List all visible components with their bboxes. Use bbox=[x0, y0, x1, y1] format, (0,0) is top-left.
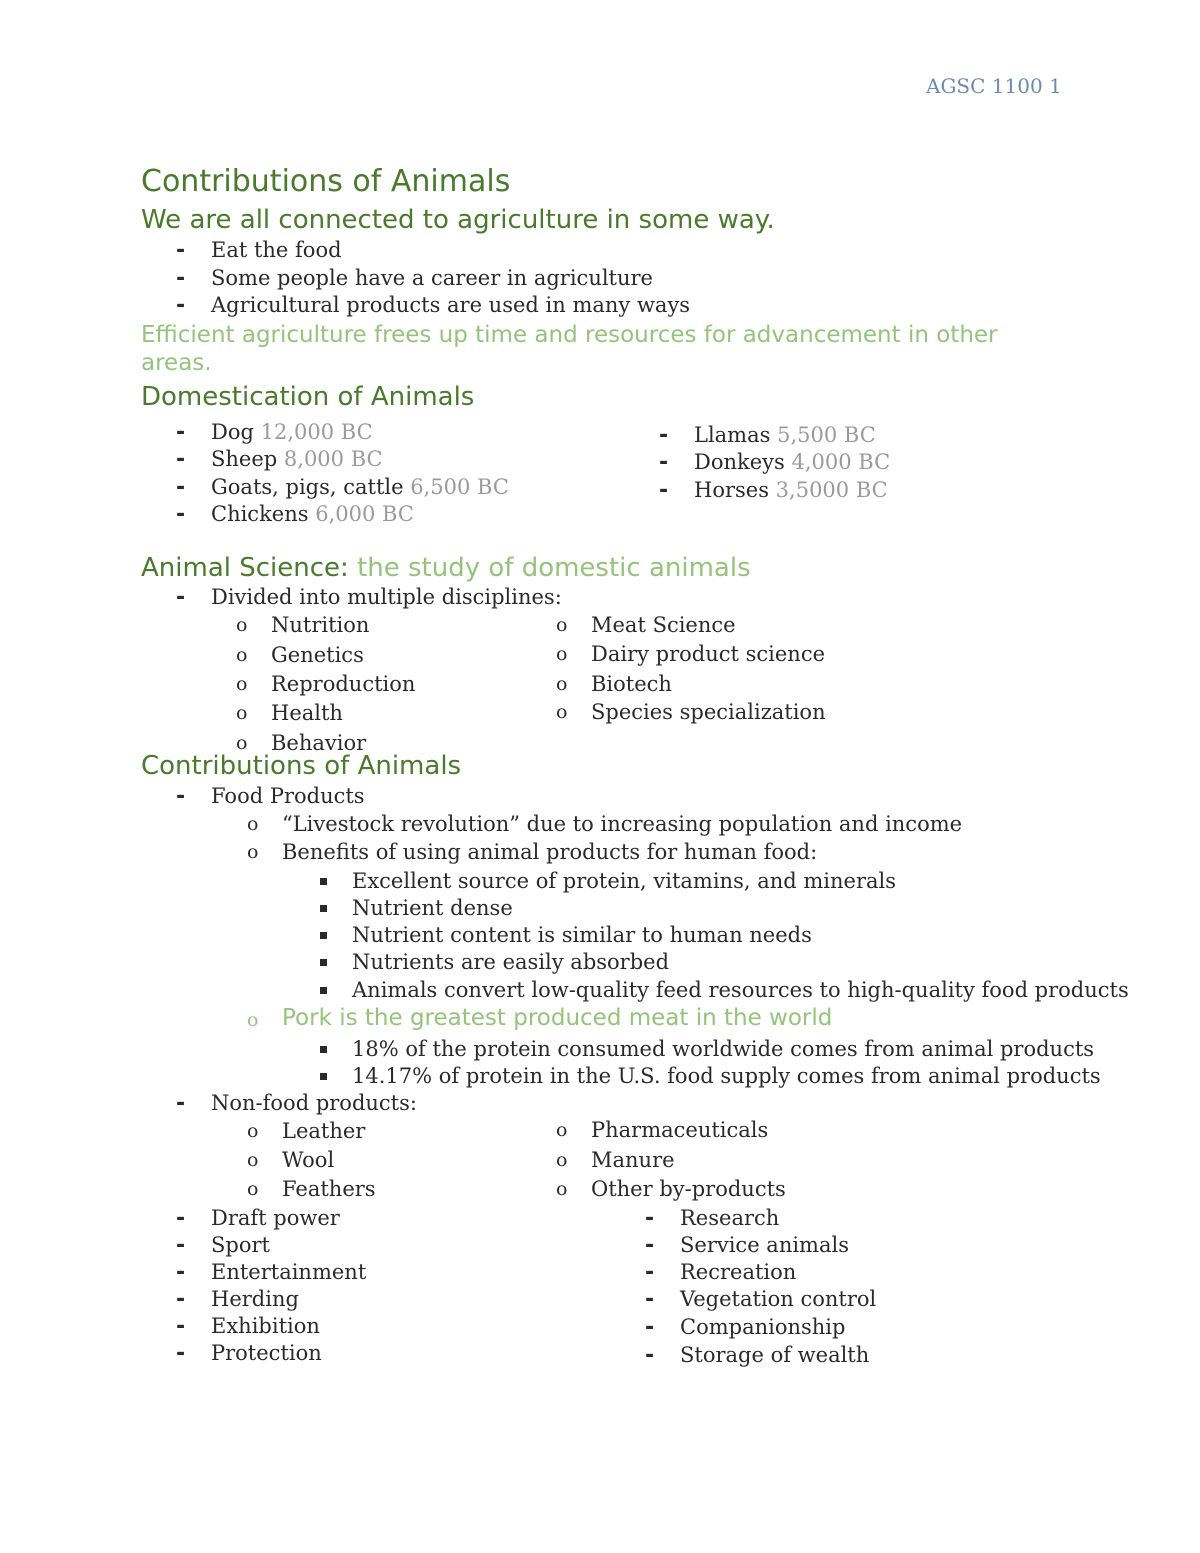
other-contribution: Research bbox=[680, 1206, 780, 1230]
dash-bullet: - bbox=[176, 420, 186, 445]
dash-bullet: - bbox=[176, 1233, 186, 1258]
nonfood-item: Manure bbox=[591, 1148, 675, 1172]
other-contribution: Service animals bbox=[680, 1233, 849, 1257]
square-bullet bbox=[320, 932, 327, 939]
dash-bullet: - bbox=[176, 1287, 186, 1312]
benefit-item: Animals convert low-quality feed resources to high-quality food products bbox=[352, 978, 1129, 1002]
nonfood-item: Leather bbox=[282, 1119, 366, 1143]
dash-bullet: - bbox=[645, 1206, 655, 1231]
other-contribution: Entertainment bbox=[211, 1260, 367, 1284]
title-domestication: Domestication of Animals bbox=[141, 382, 475, 412]
circle-bullet: o bbox=[247, 1009, 259, 1031]
benefit-item: Nutrient content is similar to human needs bbox=[352, 923, 812, 947]
domestication-item: Goats, pigs, cattle 6,500 BC bbox=[211, 475, 509, 499]
circle-bullet: o bbox=[236, 702, 248, 724]
circle-bullet: o bbox=[556, 614, 568, 636]
discipline-item: Health bbox=[271, 701, 343, 725]
dash-bullet: - bbox=[176, 447, 186, 472]
pork-fact: 18% of the protein consumed worldwide comes from animal products bbox=[352, 1037, 1095, 1061]
dash-bullet: - bbox=[176, 784, 186, 809]
discipline-item: Dairy product science bbox=[591, 642, 826, 666]
other-contribution: Exhibition bbox=[211, 1314, 320, 1338]
dash-bullet: - bbox=[659, 423, 669, 448]
livestock-revolution: “Livestock revolution” due to increasing population and income bbox=[282, 812, 963, 836]
circle-bullet: o bbox=[247, 1120, 259, 1142]
other-contribution: Recreation bbox=[680, 1260, 797, 1284]
nonfood-item: Feathers bbox=[282, 1177, 376, 1201]
circle-bullet: o bbox=[556, 701, 568, 723]
circle-bullet: o bbox=[236, 732, 248, 754]
dash-bullet: - bbox=[176, 1260, 186, 1285]
disciplines-intro: Divided into multiple disciplines: bbox=[211, 585, 562, 609]
dash-bullet: - bbox=[645, 1260, 655, 1285]
circle-bullet: o bbox=[236, 644, 248, 666]
discipline-item: Nutrition bbox=[271, 613, 370, 637]
circle-bullet: o bbox=[247, 1178, 259, 1200]
circle-bullet: o bbox=[236, 673, 248, 695]
square-bullet bbox=[320, 905, 327, 912]
other-contribution: Protection bbox=[211, 1341, 322, 1365]
dash-bullet: - bbox=[645, 1315, 655, 1340]
food-products: Food Products bbox=[211, 784, 365, 808]
circle-bullet: o bbox=[556, 643, 568, 665]
discipline-item: Biotech bbox=[591, 672, 672, 696]
title-contributions-2: Contributions of Animals bbox=[141, 751, 462, 781]
dash-bullet: - bbox=[176, 266, 186, 291]
subtitle-connected: We are all connected to agriculture in some way. bbox=[141, 205, 775, 235]
discipline-item: Reproduction bbox=[271, 672, 416, 696]
domestication-item: Horses 3,5000 BC bbox=[694, 478, 888, 502]
circle-bullet: o bbox=[556, 1178, 568, 1200]
other-contribution: Draft power bbox=[211, 1206, 340, 1230]
domestication-item: Sheep 8,000 BC bbox=[211, 447, 383, 471]
dash-bullet: - bbox=[176, 585, 186, 610]
other-contribution: Sport bbox=[211, 1233, 270, 1257]
title-animal-science: Animal Science: the study of domestic animals bbox=[141, 553, 751, 583]
dash-bullet: - bbox=[176, 1091, 186, 1116]
dash-bullet: - bbox=[176, 1341, 186, 1366]
domestication-item: Chickens 6,000 BC bbox=[211, 502, 414, 526]
square-bullet bbox=[320, 987, 327, 994]
discipline-item: Species specialization bbox=[591, 700, 826, 724]
circle-bullet: o bbox=[236, 614, 248, 636]
dash-bullet: - bbox=[645, 1343, 655, 1368]
dash-bullet: - bbox=[176, 1206, 186, 1231]
square-bullet bbox=[320, 878, 327, 885]
circle-bullet: o bbox=[556, 1149, 568, 1171]
nonfood-intro: Non-food products: bbox=[211, 1091, 417, 1115]
efficient-line-2: areas. bbox=[141, 350, 212, 376]
benefit-item: Nutrients are easily absorbed bbox=[352, 950, 670, 974]
benefit-item: Nutrient dense bbox=[352, 896, 513, 920]
circle-bullet: o bbox=[556, 673, 568, 695]
nonfood-item: Wool bbox=[282, 1148, 335, 1172]
domestication-item: Dog 12,000 BC bbox=[211, 420, 373, 444]
other-contribution: Storage of wealth bbox=[680, 1343, 870, 1367]
dash-bullet: - bbox=[176, 238, 186, 263]
discipline-item: Meat Science bbox=[591, 613, 736, 637]
dash-bullet: - bbox=[645, 1287, 655, 1312]
domestication-item: Donkeys 4,000 BC bbox=[694, 450, 891, 474]
dash-bullet: - bbox=[645, 1233, 655, 1258]
domestication-item: Llamas 5,500 BC bbox=[694, 423, 876, 447]
bullet-products: Agricultural products are used in many ways bbox=[211, 293, 691, 317]
pork-fact: 14.17% of protein in the U.S. food supply comes from animal products bbox=[352, 1064, 1101, 1088]
dash-bullet: - bbox=[659, 450, 669, 475]
square-bullet bbox=[320, 959, 327, 966]
circle-bullet: o bbox=[247, 813, 259, 835]
other-contribution: Vegetation control bbox=[680, 1287, 877, 1311]
discipline-item: Behavior bbox=[271, 731, 367, 755]
nonfood-item: Pharmaceuticals bbox=[591, 1118, 769, 1142]
other-contribution: Companionship bbox=[680, 1315, 846, 1339]
circle-bullet: o bbox=[556, 1119, 568, 1141]
dash-bullet: - bbox=[176, 293, 186, 318]
dash-bullet: - bbox=[176, 475, 186, 500]
dash-bullet: - bbox=[176, 1314, 186, 1339]
nonfood-item: Other by-products bbox=[591, 1177, 786, 1201]
circle-bullet: o bbox=[247, 841, 259, 863]
title-contributions: Contributions of Animals bbox=[141, 164, 511, 199]
circle-bullet: o bbox=[247, 1149, 259, 1171]
square-bullet bbox=[320, 1073, 327, 1080]
square-bullet bbox=[320, 1046, 327, 1053]
bullet-career: Some people have a career in agriculture bbox=[211, 266, 653, 290]
pork-heading: Pork is the greatest produced meat in the world bbox=[282, 1005, 833, 1031]
efficient-line-1: Efficient agriculture frees up time and resources for advancement in other bbox=[141, 322, 998, 348]
discipline-item: Genetics bbox=[271, 643, 364, 667]
benefits-intro: Benefits of using animal products for human food: bbox=[282, 840, 818, 864]
page-header-course: AGSC 1100 1 bbox=[926, 74, 1062, 98]
dash-bullet: - bbox=[176, 502, 186, 527]
benefit-item: Excellent source of protein, vitamins, and minerals bbox=[352, 869, 897, 893]
other-contribution: Herding bbox=[211, 1287, 299, 1311]
bullet-eat-food: Eat the food bbox=[211, 238, 342, 262]
dash-bullet: - bbox=[659, 478, 669, 503]
